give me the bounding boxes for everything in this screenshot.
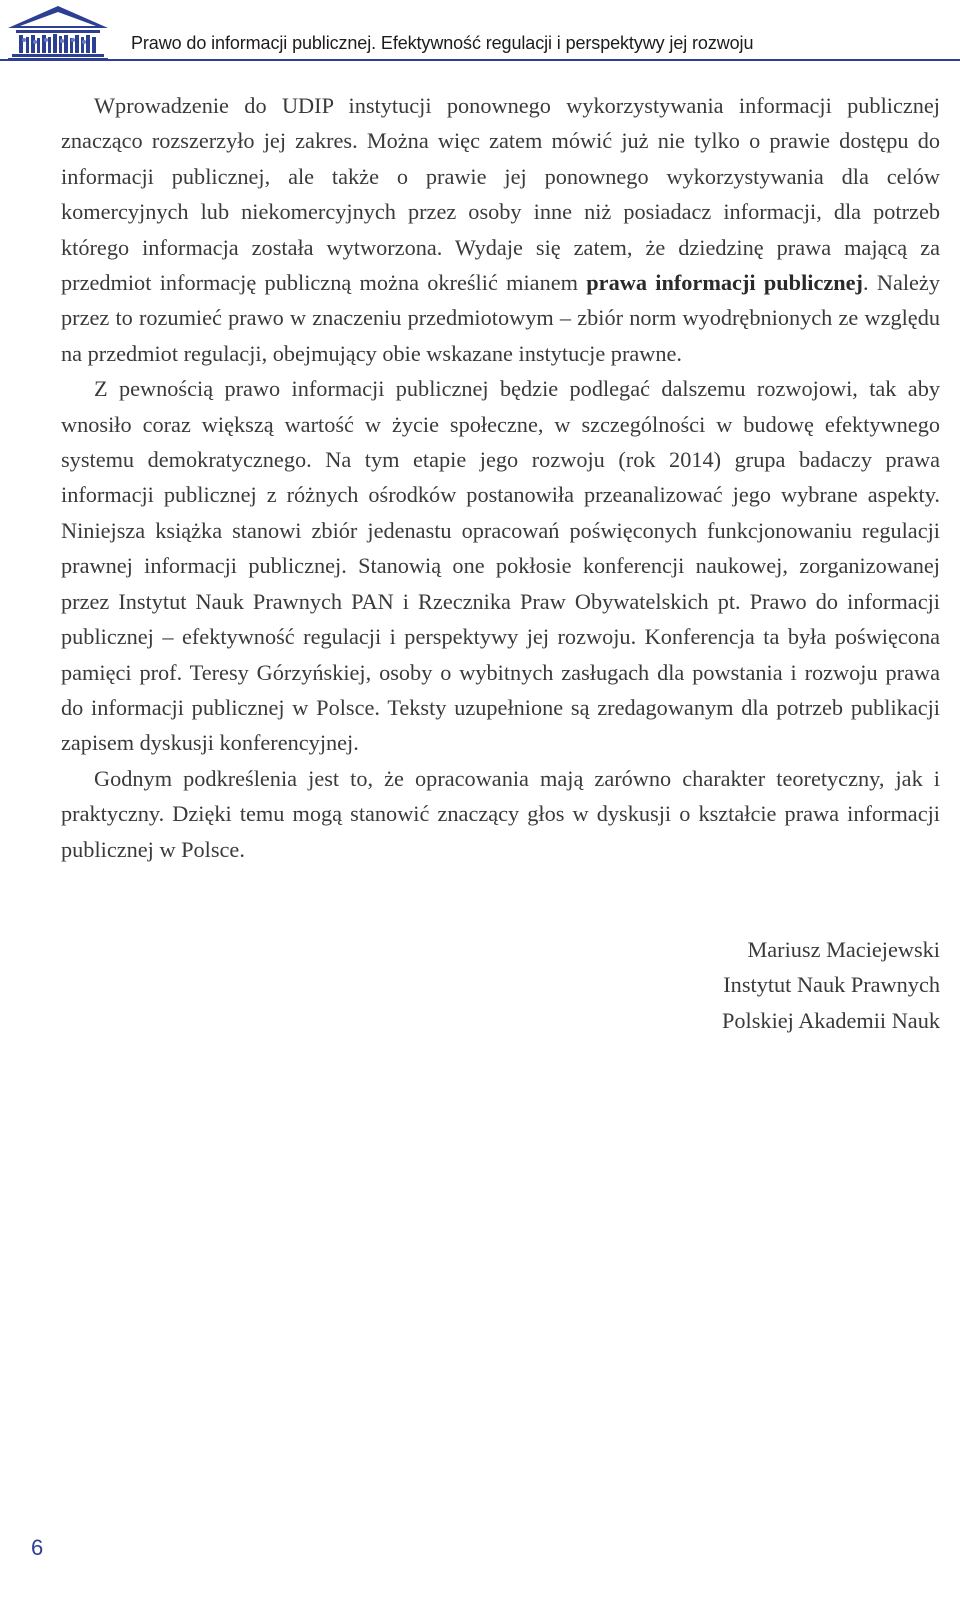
paragraph-2: Z pewnością prawo informacji publicznej będzie podlegać dalszemu rozwojowi, tak aby wnosiło coraz większą wartość w życie społeczne, w szczególności w budowę efektywnego systemu demokratycznego. Na tym etapie jego rozwoju (rok 2014) grupa badaczy prawa informacji publicznej z różnych ośrodków postanowiła przeanalizować jego wybrane aspekty. Niniejsza książka stanowi zbiór jedenastu opracowań poświęconych funkcjonowaniu regulacji prawnej informacji publicznej. Stanowią one pokłosie konferencji naukowej, zorganizowanej przez Instytut Nauk Prawnych PAN i Rzecznika Praw Obywatelskich pt. Prawo do informacji publicznej – efektywność regulacji i perspektywy jej rozwoju. Konferencja ta była poświęcona pamięci prof. Teresy Górzyńskiej, osoby o wybitnych zasługach dla powstania i rozwoju prawa do informacji publicznej w Polsce. Teksty uzupełnione są zredagowanym dla potrzeb publikacji zapisem dyskusji konferencyjnej.: [61, 376, 940, 756]
bold-term: prawa informacji publicznej: [586, 270, 863, 296]
institution-line-2: Polskiej Akademii Nauk: [722, 1007, 940, 1033]
paragraph-1-text-start: Wprowadzenie do UDIP instytucji ponownego wykorzystywania informacji publicznej znacząco rozszerzyło jej zakres. Można więc zatem mówić już nie tylko o prawie dostępu do informacji publicznej, ale także o prawie jej ponownego wykorzystywania dla celów komercyjnych lub niekomercyjnych przez osoby inne niż posiadacz informacji, dla potrzeb którego informacja została wytworzona. Wydaje się zatem, że dziedzinę prawa mającą za przedmiot informację publiczną można określić mianem: [61, 93, 940, 296]
main-text: [61, 88, 940, 867]
paragraph-1: [61, 88, 940, 371]
signature-block: [722, 932, 940, 1038]
page-number: 6: [31, 1535, 44, 1560]
page-header: [0, 0, 960, 64]
institution-line-1: Instytut Nauk Prawnych: [723, 972, 940, 998]
running-title: Prawo do informacji publicznej. Efektywność regulacji i perspektywy jej rozwoju: [131, 33, 754, 53]
paragraph-3: Godnym podkreślenia jest to, że opracowania mają zarówno charakter teoretyczny, jak i praktyczny. Dzięki temu mogą stanowić znaczący głos w dyskusji o kształcie prawa informacji publicznej w Polsce.: [61, 765, 940, 862]
building-columns-logo-icon: [4, 4, 112, 62]
author-name: Mariusz Maciejewski: [747, 937, 940, 962]
header-divider: [0, 59, 960, 61]
paragraph-1-text-end: . Należy przez to rozumieć prawo w znaczeniu przedmiotowym – zbiór norm wyodrębnionych ze względu na przedmiot regulacji, obejmujący obie wskazane instytucje prawne.: [61, 270, 940, 366]
